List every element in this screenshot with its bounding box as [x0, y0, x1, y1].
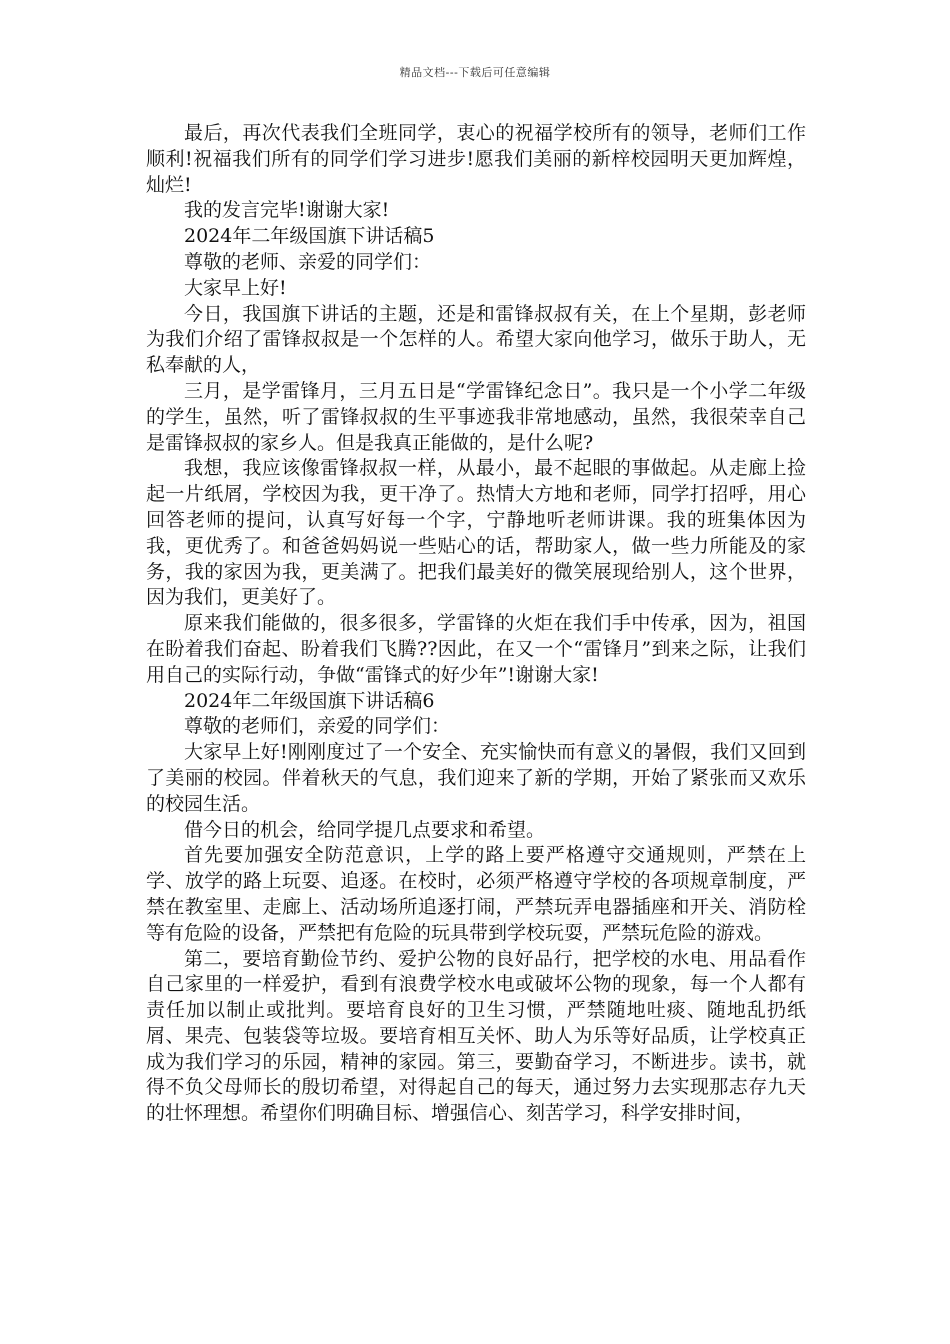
paragraph: 我想，我应该像雷锋叔叔一样，从最小，最不起眼的事做起。从走廊上捡起一片纸屑，学校因为我，更干净了。热情大方地和老师，同学打招呼，用心回答老师的提问，认真写好每一个字，宁静地听老师讲课。我的班集体因为我，更优秀了。和爸爸妈妈说一些贴心的话，帮助家人，做一些力所能及的家务，我的家因为我，更美满了。把我们最美好的微笑展现给别人，这个世界，因为我们，更美好了。: [146, 457, 806, 609]
paragraph: 我的发言完毕!谢谢大家!: [184, 199, 390, 222]
paragraph: 第二，要培育勤俭节约、爱护公物的良好品行，把学校的水电、用品看作自己家里的一样爱护，看到有浪费学校水电或破坏公物的现象，每一个人都有责任加以制止或批判。要培育良好的卫生习惯，严禁随地吐痰、随地乱扔纸屑、果壳、包装袋等垃圾。要培育相互关怀、助人为乐等好品质，让学校真正成为我们学习的乐园，精神的家园。第三，要勤奋学习，不断进步。读书，就得不负父母师长的殷切希望，对得起自己的每天，通过努力去实现那志存九天的壮怀理想。希望你们明确目标、增强信心、刻苦学习，科学安排时间，: [146, 947, 806, 1125]
page-header: 精品文档---下载后可任意编辑: [399, 66, 551, 79]
paragraph: 首先要加强安全防范意识，上学的路上要严格遵守交通规则，严禁在上学、放学的路上玩耍、追逐。在校时，必须严格遵守学校的各项规章制度，严禁在教室里、走廊上、活动场所追逐打闹，严禁玩弄电器插座和开关、消防栓等有危险的设备，严禁把有危险的玩具带到学校玩耍，严禁玩危险的游戏。: [146, 844, 806, 944]
paragraph: 最后，再次代表我们全班同学，衷心的祝福学校所有的领导，老师们工作顺利!祝福我们所有的同学们学习进步!愿我们美丽的新梓校园明天更加辉煌，灿烂!: [146, 122, 806, 196]
paragraph: 三月，是学雷锋月，三月五日是“学雷锋纪念日”。我只是一个小学二年级的学生，虽然，听了雷锋叔叔的生平事迹我非常地感动，虽然，我很荣幸自己是雷锋叔叔的家乡人。但是我真正能做的，是什么呢?: [146, 379, 806, 454]
section-title: 2024年二年级国旗下讲话稿6: [184, 689, 435, 712]
paragraph: 原来我们能做的，很多很多，学雷锋的火炬在我们手中传承，因为，祖国在盼着我们奋起、盼着我们飞腾??因此，在又一个“雷锋月”到来之际，让我们用自己的实际行动，争做“雷锋式的好少年”!谢谢大家!: [146, 612, 806, 686]
paragraph: 借今日的机会，给同学提几点要求和希望。: [184, 818, 546, 841]
salutation: 尊敬的老师们，亲爱的同学们：: [184, 715, 451, 738]
paragraph: 大家早上好!刚刚度过了一个安全、充实愉快而有意义的暑假，我们又回到了美丽的校园。伴着秋天的气息，我们迎来了新的学期，开始了紧张而又欢乐的校园生活。: [146, 741, 806, 815]
salutation: 尊敬的老师、亲爱的同学们：: [184, 250, 432, 273]
document-body: [146, 121, 806, 1127]
greeting: 大家早上好!: [184, 276, 287, 299]
paragraph: 今日，我国旗下讲话的主题，还是和雷锋叔叔有关，在上个星期，彭老师为我们介绍了雷锋叔叔是一个怎样的人。希望大家向他学习，做乐于助人，无私奉献的人，: [146, 302, 806, 377]
section-title: 2024年二年级国旗下讲话稿5: [184, 225, 435, 248]
